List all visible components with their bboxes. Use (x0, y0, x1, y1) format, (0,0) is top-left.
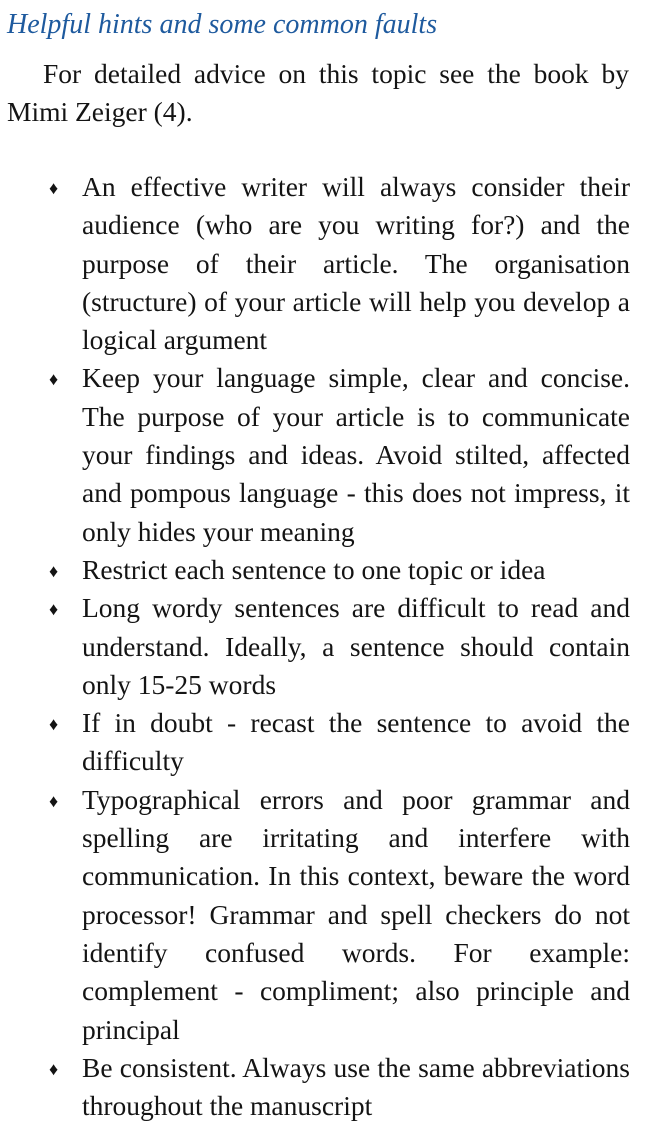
list-item (0, 551, 630, 589)
diamond-bullet-icon: ♦ (49, 1058, 59, 1079)
diamond-bullet-icon: ♦ (49, 714, 59, 735)
diamond-bullet-icon: ♦ (49, 178, 59, 198)
list-item-text: Typographical errors and poor grammar and spelling are irritating and interfere with communication. In this context, beware the word processor! Grammar and spell checkers do not identify confused words. For example: complement - compliment; also principle and principal (82, 783, 630, 1045)
hints-list (0, 168, 650, 1125)
list-item (0, 1049, 630, 1125)
list-item (0, 359, 630, 550)
list-item (0, 589, 630, 704)
list-item-text: Keep your language simple, clear and concise. The purpose of your article is to communicate your findings and ideas. Avoid stilted, affected and pompous language - this does not impress, it only hides your meaning (82, 362, 630, 547)
diamond-bullet-icon: ♦ (49, 599, 59, 620)
list-item-text: An effective writer will always consider their audience (who are you writing for?) and the purpose of their article. The organisation (structure) of your article will help you develop a logical argument (82, 171, 630, 356)
section-heading: Helpful hints and some common faults (7, 9, 438, 40)
list-item-text: Be consistent. Always use the same abbreviations throughout the manuscript (82, 1051, 630, 1122)
diamond-bullet-icon: ♦ (49, 369, 59, 390)
list-item-text: Restrict each sentence to one topic or idea (82, 553, 546, 585)
diamond-bullet-icon: ♦ (49, 790, 59, 811)
list-item (0, 168, 630, 359)
intro-paragraph: For detailed advice on this topic see the book by Mimi Zeiger (4). (7, 58, 629, 127)
list-item-text: If in doubt - recast the sentence to avoid the difficulty (82, 707, 630, 777)
list-item-text: Long wordy sentences are difficult to read and understand. Ideally, a sentence should contain only 15-25 words (82, 592, 630, 700)
list-item (0, 704, 630, 781)
diamond-bullet-icon: ♦ (49, 560, 59, 581)
list-item (0, 781, 630, 1049)
